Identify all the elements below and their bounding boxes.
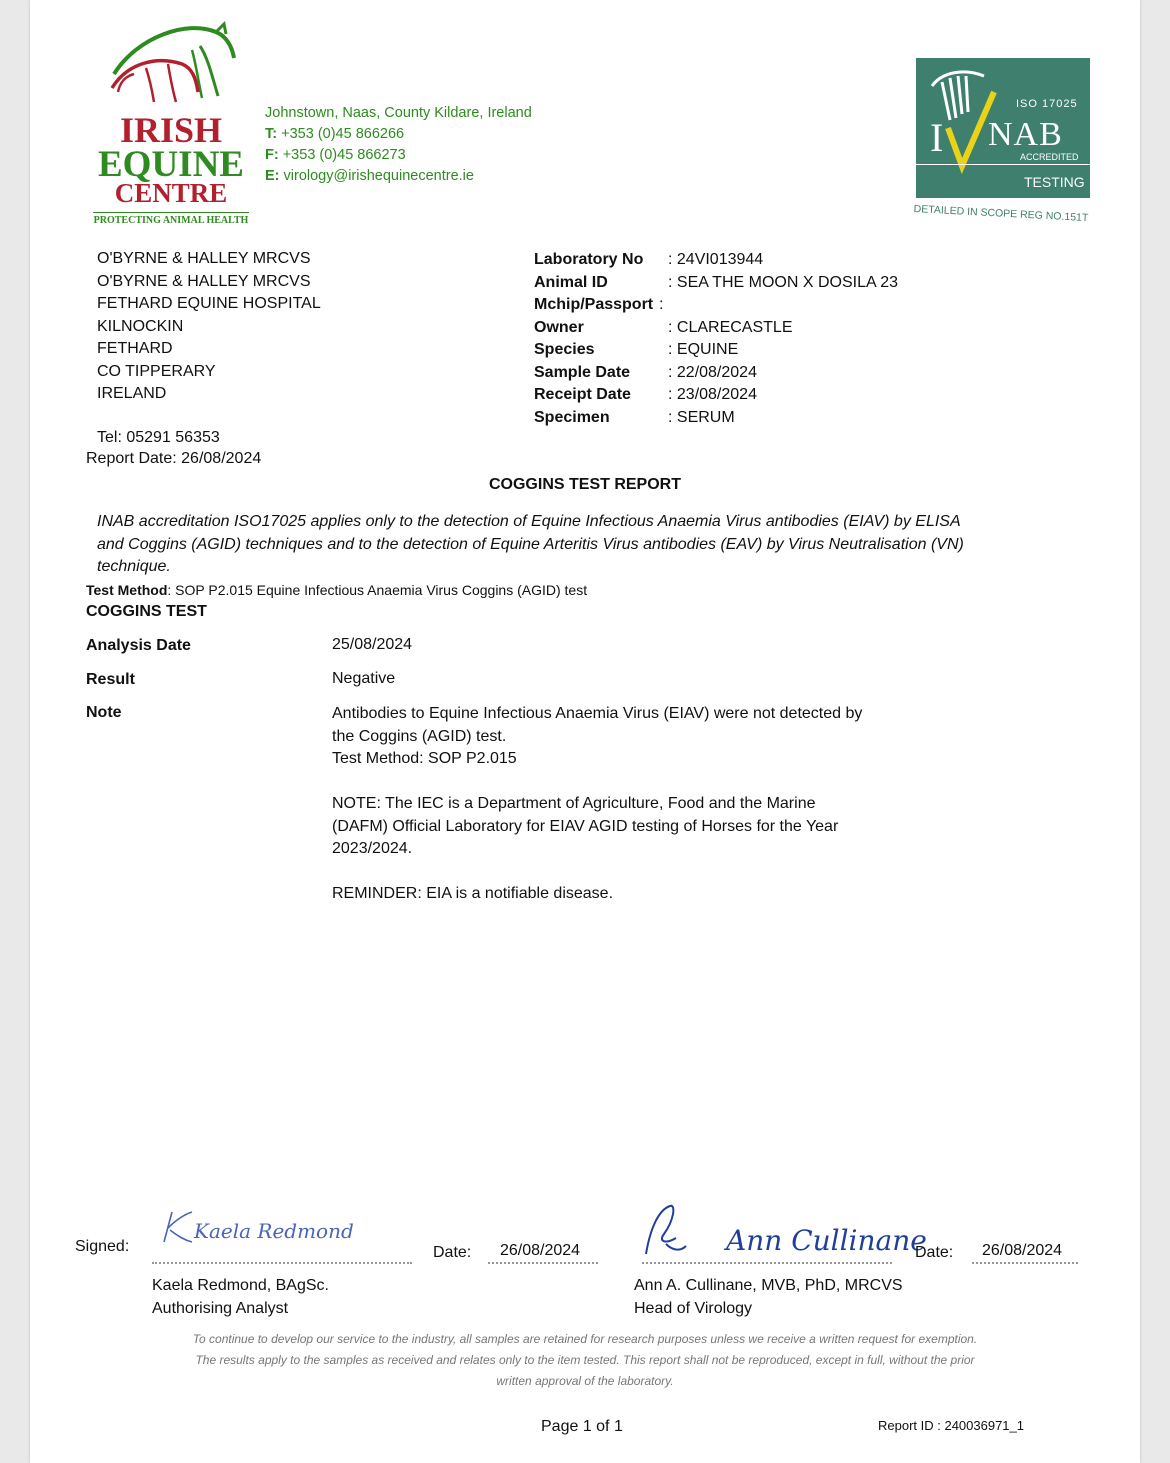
date-value-2: 26/08/2024: [982, 1242, 1063, 1259]
contact-tel: T: +353 (0)45 866266: [265, 126, 405, 142]
signature-line-2: [642, 1262, 892, 1264]
signature-cullinane: [636, 1200, 927, 1260]
result-label: Result: [86, 671, 135, 688]
address-line: O'BYRNE & HALLEY MRCVS: [97, 250, 311, 267]
sample-details: Laboratory No : 24VI013944 Animal ID : SEA THE MOON X DOSILA 23 Mchip/Passport : Owner : CLARECASTLE Species : EQUINE Sample Date : 22/08/2024 Receipt Date : 23/08/2024 Specimen : SERUM: [534, 251, 899, 426]
inab-iso: ISO 17025: [1016, 98, 1078, 110]
signatory-1: [152, 1275, 329, 1320]
note-line: REMINDER: EIA is a notifiable disease.: [332, 885, 614, 902]
accreditation-line: technique.: [97, 558, 171, 575]
inab-badge: [916, 58, 1090, 198]
disclaimer-line: written approval of the laboratory.: [496, 1374, 674, 1388]
inab-divider: [916, 164, 1090, 165]
address-line: FETHARD EQUINE HOSPITAL: [97, 295, 321, 312]
report-title: COGGINS TEST REPORT: [488, 476, 681, 493]
note-text: [332, 703, 932, 906]
accreditation-statement: [97, 511, 1057, 579]
inab-testing: TESTING: [1024, 174, 1085, 190]
report-page: [30, 0, 1140, 1463]
logo-equine: EQUINE: [98, 144, 244, 185]
contact-fax: F: +353 (0)45 866273: [265, 147, 406, 163]
iec-logo: [90, 18, 252, 230]
footer-disclaimer: [30, 1329, 1140, 1392]
signature-line-1: [152, 1262, 412, 1264]
note-line: NOTE: The IEC is a Department of Agriculture, Food and the Marine: [332, 795, 816, 812]
logo-tagline: PROTECTING ANIMAL HEALTH: [93, 212, 249, 226]
signatory-1-name: Kaela Redmond, BAgSc.: [152, 1277, 329, 1294]
svg-text:Kaela Redmond: Kaela Redmond: [194, 1219, 354, 1243]
signatory-2: [634, 1275, 903, 1320]
signed-label: Signed:: [75, 1238, 130, 1255]
date-line-2: [972, 1262, 1078, 1264]
report-date: Report Date: 26/08/2024: [86, 450, 262, 467]
address-line: CO TIPPERARY: [97, 362, 216, 380]
accreditation-line: INAB accreditation ISO17025 applies only to the detection of Equine Infectious Anaemia Virus antibodies (EIAV) by ELISA: [97, 513, 961, 530]
disclaimer-line: The results apply to the samples as received and relates only to the item tested. This report shall not be reproduced, except in full, without the prior: [195, 1353, 975, 1367]
disclaimer-line: To continue to develop our service to the industry, all samples are retained for research purposes unless we receive a written request for exemption.: [192, 1332, 978, 1346]
logo-irish: IRISH: [119, 110, 223, 150]
contact-email[interactable]: E: virology@irishequinecentre.ie: [265, 168, 474, 184]
note-label: Note: [86, 704, 122, 721]
horse-logo-icon: [108, 18, 238, 108]
recipient-address: [97, 248, 437, 406]
test-method: Test Method: SOP P2.015 Equine Infectious Anaemia Virus Coggins (AGID) test: [86, 582, 588, 598]
date-line-1: [488, 1262, 598, 1264]
address-line: FETHARD: [97, 340, 173, 357]
date-label-2: Date:: [915, 1244, 954, 1261]
recipient-tel: Tel: 05291 56353: [97, 429, 220, 446]
address-line: KILNOCKIN: [97, 317, 184, 335]
inab-accredited: ACCREDITED: [1020, 152, 1079, 162]
address-line: O'BYRNE & HALLEY MRCVS: [97, 272, 311, 290]
signatory-2-title: Head of Virology: [634, 1299, 752, 1317]
report-id: Report ID : 240036971_1: [878, 1418, 1024, 1433]
contact-block: [265, 103, 585, 187]
note-line: Test Method: SOP P2.015: [332, 750, 517, 767]
signatory-1-title: Authorising Analyst: [152, 1299, 289, 1317]
analysis-date-label: Analysis Date: [86, 637, 191, 654]
note-line: the Coggins (AGID) test.: [332, 727, 507, 745]
signatory-2-name: Ann A. Cullinane, MVB, PhD, MRCVS: [634, 1277, 903, 1294]
logo-centre: CENTRE: [114, 178, 228, 208]
address-line: IRELAND: [97, 385, 167, 402]
note-line: (DAFM) Official Laboratory for EIAV AGID testing of Horses for the Year: [332, 817, 839, 835]
note-line: 2023/2024.: [332, 840, 413, 857]
signature-redmond: [158, 1206, 368, 1250]
date-value-1: 26/08/2024: [500, 1242, 581, 1259]
date-label-1: Date:: [433, 1244, 472, 1261]
accreditation-line: and Coggins (AGID) techniques and to the detection of Equine Arteritis Virus antibodies (EAV) by Virus Neutralisation (VN): [97, 535, 964, 553]
section-heading: COGGINS TEST: [86, 603, 207, 620]
result-value: Negative: [332, 670, 396, 687]
contact-address: Johnstown, Naas, County Kildare, Ireland: [265, 105, 532, 121]
svg-text:Ann Cullinane: Ann Cullinane: [726, 1224, 927, 1257]
inab-i: I: [930, 115, 944, 160]
inab-name: NAB: [988, 116, 1063, 153]
note-line: Antibodies to Equine Infectious Anaemia Virus (EIAV) were not detected by: [332, 705, 863, 722]
inab-scope: DETAILED IN SCOPE REG NO.151T: [913, 203, 1089, 225]
page-number: Page 1 of 1: [541, 1418, 623, 1435]
analysis-date-value: 25/08/2024: [332, 636, 413, 653]
